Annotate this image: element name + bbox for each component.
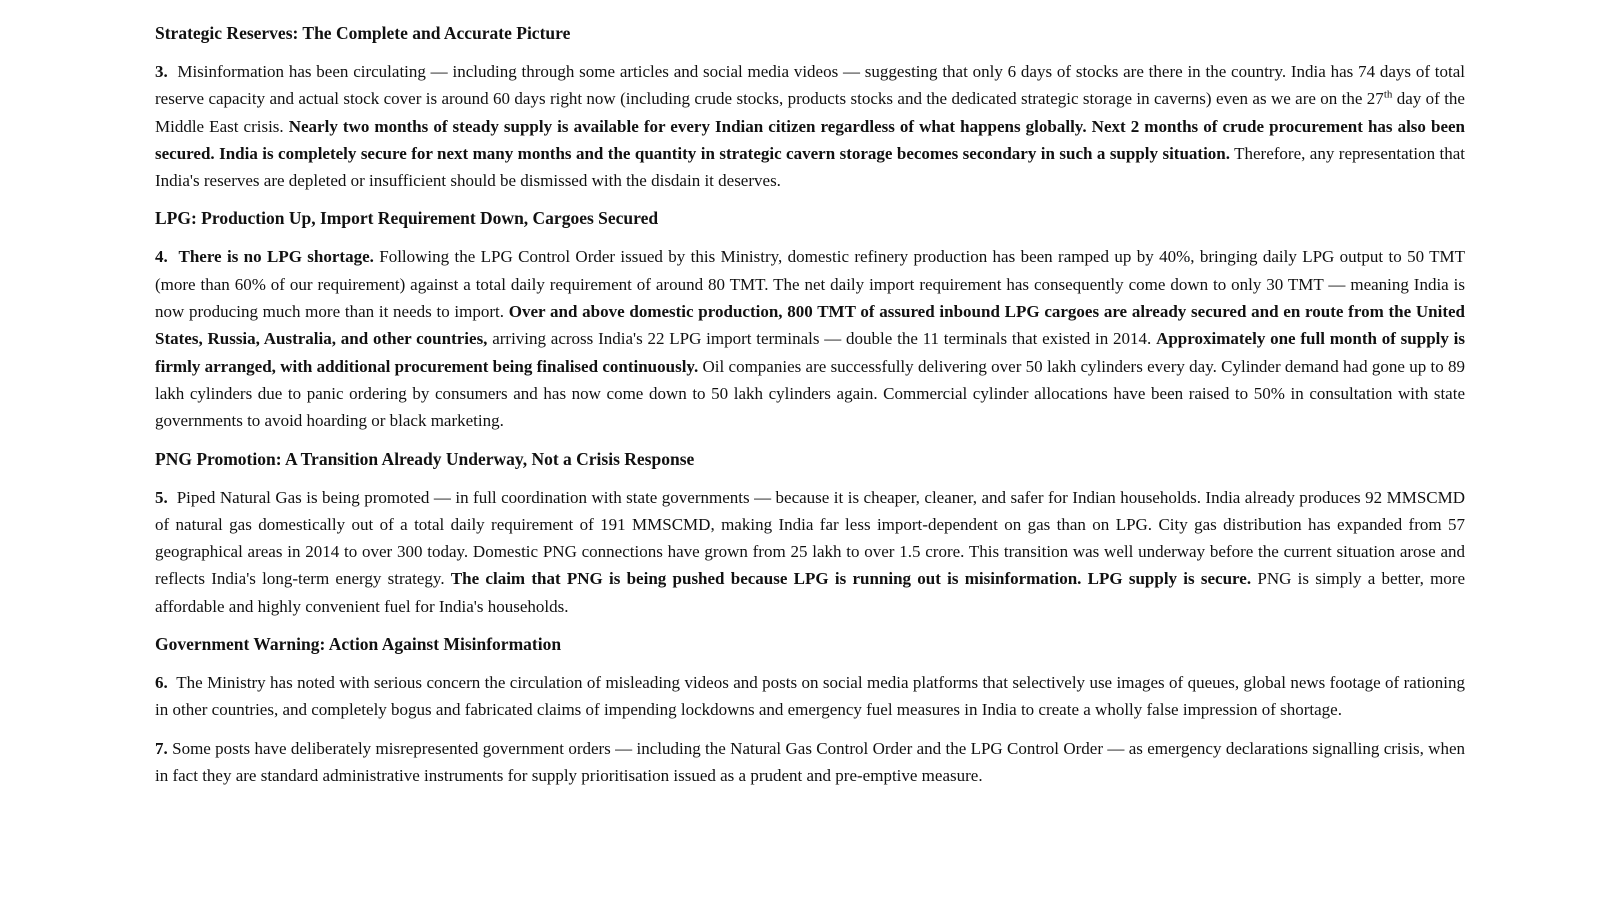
bold-emphasis-text: The claim that PNG is being pushed because LPG is running out is misinformation. LPG supply is secure.: [450, 569, 1252, 589]
paragraph-text: PNG is simply a better, more affordable and highly convenient fuel for India's households.: [155, 569, 1466, 616]
paragraph-3: [155, 58, 1465, 194]
bold-emphasis-text: There is no LPG shortage.: [178, 247, 374, 267]
paragraph-7: [155, 735, 1465, 790]
paragraph-text: Some posts have deliberately misrepresented government orders — including the Natural Gas Control Order and the LPG Control Order — as emergency declarations signalling crisis, when in fact they are standard administrative instruments for supply prioritisation issued as a prudent and pre-emptive measure.: [155, 738, 1466, 785]
paragraph-number: 4.: [155, 247, 168, 267]
paragraph-number: 6.: [155, 673, 168, 693]
bold-emphasis-text: Approximately one full month of supply is firmly arranged, with additional procurement being finalised continuously.: [155, 329, 1465, 376]
superscript-ordinal: th: [1383, 88, 1393, 101]
paragraph-text: Oil companies are successfully delivering over 50 lakh cylinders every day. Cylinder demand had gone up to 89 lakh cylinders due to panic ordering by consumers and has now come down to 50 lakh cylinders again. Commercial cylinder allocations have been raised to 50% in consultation with state governments to avoid hoarding or black marketing.: [155, 356, 1465, 431]
bold-emphasis-text: Nearly two months of steady supply is available for every Indian citizen regardless of what happens globally. Next 2 months of crude procurement has also been secured. India is completely secure for next many months and the quantity in strategic cavern storage becomes secondary in such a supply situation.: [155, 116, 1465, 163]
bold-emphasis-text: Over and above domestic production, 800 TMT of assured inbound LPG cargoes are already secured and en route from the United States, Russia, Australia, and other countries,: [155, 302, 1465, 349]
section-heading-strategic-reserves: Strategic Reserves: The Complete and Accurate Picture: [155, 23, 571, 43]
paragraph-number: 3.: [155, 62, 168, 81]
paragraph-text: Therefore, any representation that India's reserves are depleted or insufficient should be dismissed with the disdain it deserves.: [155, 143, 1465, 191]
section-heading-government-warning: Government Warning: Action Against Misinformation: [155, 634, 562, 655]
paragraph-text: day of the Middle East crisis.: [155, 89, 1465, 136]
paragraph-5: [155, 484, 1465, 620]
paragraph-text: Following the LPG Control Order issued by this Ministry, domestic refinery production has been ramped up by 40%, bringing daily LPG output to 50 TMT (more than 60% of our requirement) against a total daily requirement of around 80 TMT. The net daily import requirement has consequently come down to only 30 TMT — meaning India is now producing much more than it needs to import.: [155, 247, 1466, 322]
paragraph-text: arriving across India's 22 LPG import terminals — double the 11 terminals that existed in 2014.: [487, 329, 1157, 349]
paragraph-text: The Ministry has noted with serious concern the circulation of misleading videos and posts on social media platforms that selectively use images of queues, global news footage of rationing in other countries, and completely bogus and fabricated claims of impending lockdowns and emergency fuel measures in India to create a wholly false impression of shortage.: [155, 673, 1465, 720]
paragraph-text: Piped Natural Gas is being promoted — in full coordination with state governments — because it is cheaper, cleaner, and safer for Indian households. India already produces 92 MMSCMD of natural gas domestically out of a total daily requirement of 191 MMSCMD, making India far less import-dependent on gas than on LPG. City gas distribution has expanded from 57 geographical areas in 2014 to over 300 today. Domestic PNG connections have grown from 25 lakh to over 1.5 crore. This transition was well underway before the current situation arose and reflects India's long-term energy strategy.: [155, 487, 1466, 589]
paragraph-6: [155, 669, 1465, 724]
section-heading-lpg: LPG: Production Up, Import Requirement Down, Cargoes Secured: [155, 208, 659, 229]
paragraph-text: Misinformation has been circulating — including through some articles and social media videos — suggesting that only 6 days of stocks are there in the country. India has 74 days of total reserve capacity and actual stock cover is around 60 days right now (including crude stocks, products stocks and the dedicated strategic storage in caverns) even as we are on the 27: [155, 62, 1465, 109]
section-heading-png: PNG Promotion: A Transition Already Underway, Not a Crisis Response: [155, 448, 695, 469]
paragraph-number: 5.: [155, 487, 168, 507]
paragraph-4: [155, 243, 1465, 434]
press-release-document: [155, 20, 1465, 800]
paragraph-number: 7.: [155, 738, 168, 758]
